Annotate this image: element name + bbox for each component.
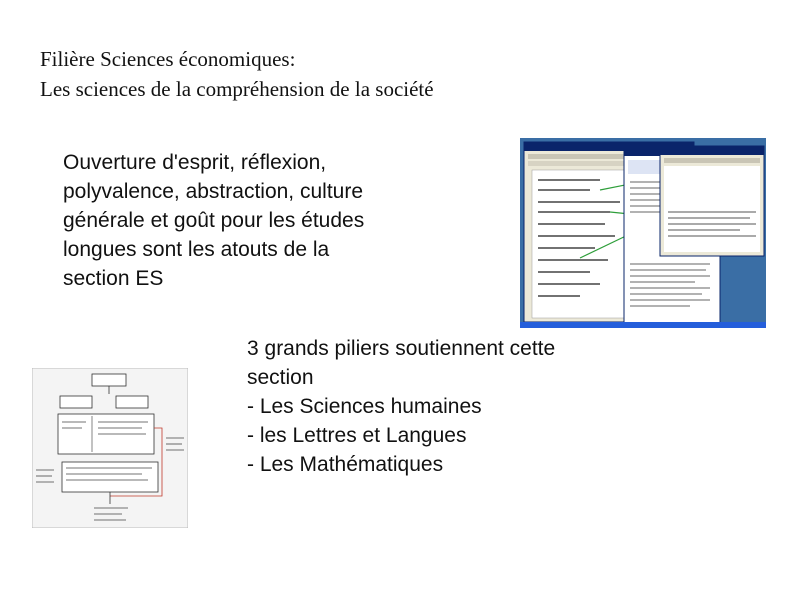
pillar-item: - les Lettres et Langues xyxy=(247,424,467,447)
paragraph-line: générale et goût pour les études xyxy=(63,209,365,232)
paragraph-line: Ouverture d'esprit, réflexion, xyxy=(63,151,327,174)
title-line-1: Filière Sciences économiques: xyxy=(40,47,296,71)
paragraph-qualities xyxy=(63,148,483,293)
paragraph-line: longues sont les atouts de la xyxy=(63,238,330,261)
title-line-2: Les sciences de la compréhension de la société xyxy=(40,77,434,101)
pillar-item: - Les Mathématiques xyxy=(247,453,444,476)
pillar-item: - Les Sciences humaines xyxy=(247,395,482,418)
paragraph-line: polyvalence, abstraction, culture xyxy=(63,180,363,203)
software-windows-screenshot xyxy=(520,138,766,328)
flowchart-diagram xyxy=(32,368,188,528)
paragraph-pillars xyxy=(247,334,667,479)
paragraph-line: section ES xyxy=(63,267,164,290)
slide-title xyxy=(40,44,434,104)
paragraph-line: 3 grands piliers soutiennent cette xyxy=(247,337,556,360)
paragraph-line: section xyxy=(247,366,314,389)
